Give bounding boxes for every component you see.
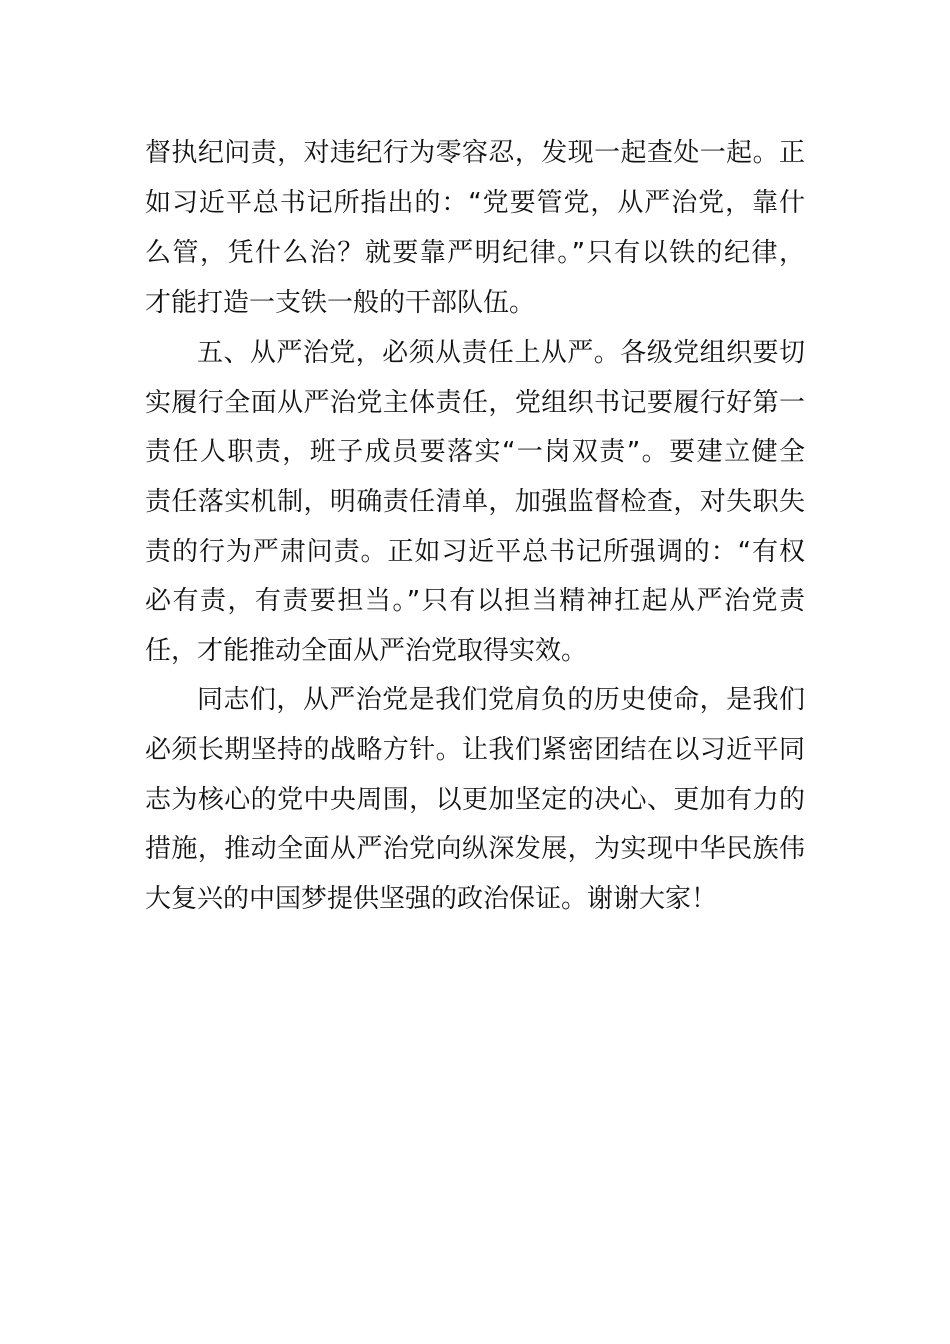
text-line: 志为核心的党中央周围，以更加坚定的决心、更加有力的 xyxy=(145,785,805,815)
text-line: 责的行为严肃问责。正如习近平总书记所强调的：“有权 xyxy=(145,537,805,567)
text-line: 必须长期坚持的战略方针。让我们紧密团结在以习近平同 xyxy=(145,735,805,765)
text-line: 责任人职责，班子成员要落实“一岗双责”。要建立健全 xyxy=(145,437,805,467)
text-line: 如习近平总书记所指出的：“党要管党，从严治党，靠什 xyxy=(145,188,805,218)
text-line: 任，才能推动全面从严治党取得实效。 xyxy=(145,636,588,666)
text-line: 督执纪问责，对违纪行为零容忍，发现一起查处一起。正 xyxy=(145,138,805,168)
text-line: 责任落实机制，明确责任清单，加强监督检查，对失职失 xyxy=(145,487,805,517)
text-line: 才能打造一支铁一般的干部队伍。 xyxy=(145,288,536,318)
text-line: 措施，推动全面从严治党向纵深发展，为实现中华民族伟 xyxy=(145,834,805,864)
text-line: 大复兴的中国梦提供坚强的政治保证。谢谢大家！ xyxy=(145,884,718,914)
text-line: 同志们，从严治党是我们党肩负的历史使命，是我们 xyxy=(197,685,805,715)
text-line: 么管，凭什么治？就要靠严明纪律。”只有以铁的纪律， xyxy=(145,238,805,268)
text-line: 五、从严治党，必须从责任上从严。各级党组织要切 xyxy=(197,338,805,368)
text-line: 实履行全面从严治党主体责任，党组织书记要履行好第一 xyxy=(145,388,805,418)
text-line: 必有责，有责要担当。”只有以担当精神扛起从严治党责 xyxy=(145,586,805,616)
